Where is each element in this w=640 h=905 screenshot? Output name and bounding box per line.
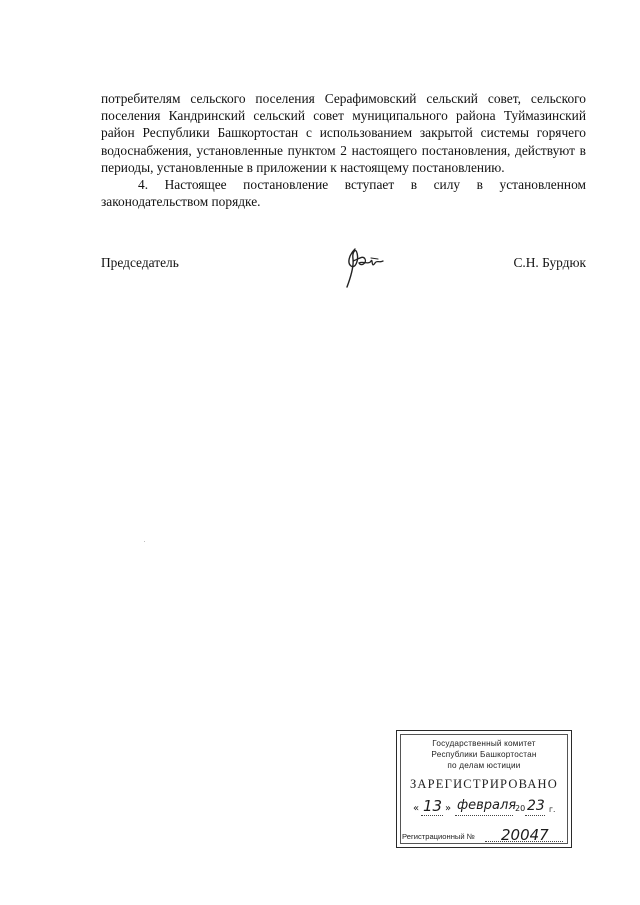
- stamp-year-prefix: 20: [515, 804, 526, 813]
- scan-speck: [144, 541, 145, 542]
- stamp-org-line-3: по делам юстиции: [447, 761, 521, 770]
- chairman-title: Председатель: [101, 255, 179, 270]
- stamp-status: ЗАРЕГИСТРИРОВАНО: [409, 777, 559, 791]
- stamp-org-line-2: Республики Башкортостан: [431, 750, 537, 759]
- stamp-month-underline: [455, 815, 513, 816]
- stamp-day-underline: [421, 815, 443, 816]
- stamp-registration: [399, 827, 569, 845]
- stamp-registration-number: 20047: [501, 826, 549, 844]
- stamp-quote-open: «: [413, 803, 420, 814]
- paragraph-continuation: потребителям сельского поселения Серафимовский сельский совет, сельского поселения Кандринский сельский совет муниципального района Туймазинский район Республики Башкортостан с использованием закрытой системы горячего водоснабжения, установленные пунктом 2 настоящего постановления, действуют в периоды, установленные в приложении к настоящему постановлению.: [101, 91, 586, 175]
- handwritten-signature: [341, 239, 391, 291]
- paragraph-effective-date: 4. Настоящее постановление вступает в силу в установленном законодательством порядке.: [101, 177, 586, 210]
- stamp-year-mark: г.: [549, 805, 556, 814]
- stamp-year-underline: [525, 815, 545, 816]
- stamp-date: [415, 799, 565, 819]
- stamp-registration-label: Регистрационный №: [402, 832, 475, 841]
- document-body: [101, 90, 586, 210]
- signature-block: [101, 253, 586, 293]
- stamp-org-line-1: Государственный комитет: [432, 739, 536, 748]
- chairman-name: С.Н. Бурдюк: [513, 255, 586, 270]
- stamp-day: 13: [423, 797, 443, 815]
- stamp-month: февраля: [457, 798, 517, 813]
- stamp-year-suffix: 23: [527, 798, 545, 814]
- registration-stamp: [396, 730, 572, 848]
- stamp-quote-close: »: [445, 803, 452, 814]
